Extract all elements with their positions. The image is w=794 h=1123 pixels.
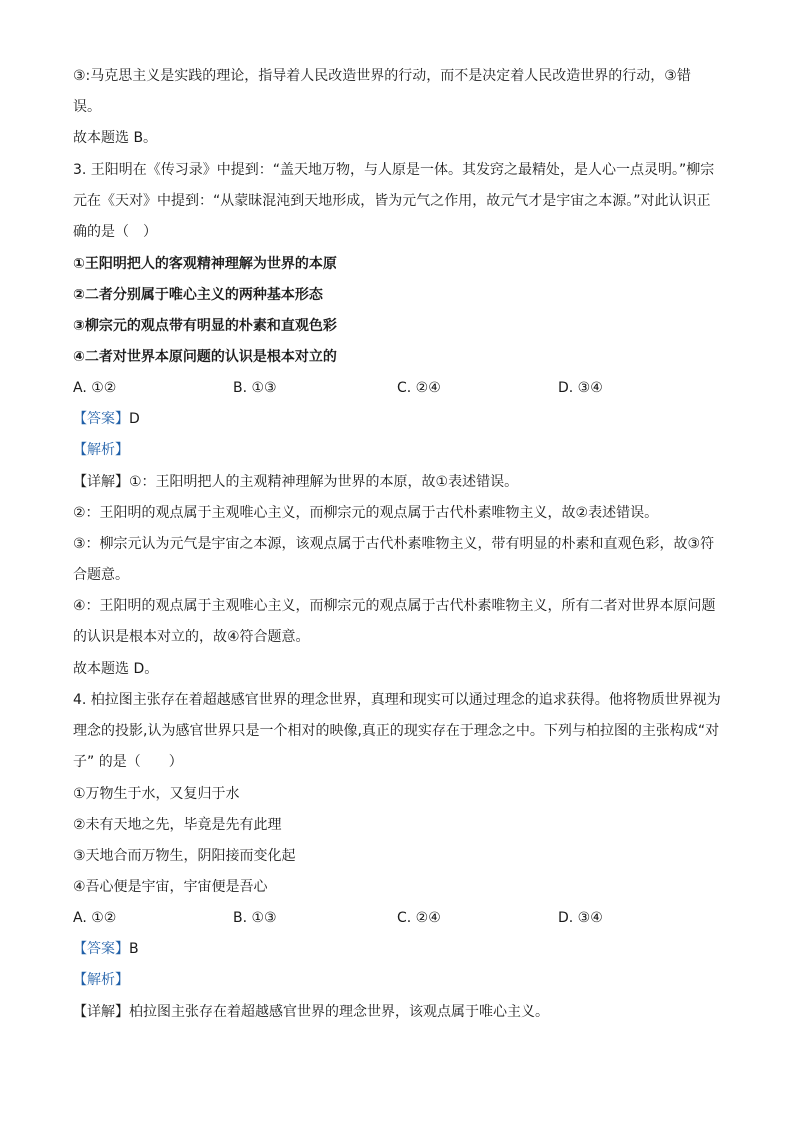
q4-statement: ④吾心便是宇宙，宇宙便是吾心 xyxy=(73,879,268,895)
q3-stem-line: 3. 王阳明在《传习录》中提到：“盖天地万物，与人原是一体。其发窍之最精处，是人心一点灵明。”柳宗 xyxy=(73,162,715,178)
answer-value: B xyxy=(129,941,139,957)
q3-option-b: B. ①③ xyxy=(233,380,277,396)
answer-tag: 【答案】 xyxy=(73,941,129,957)
q4-statement: ①万物生于水，又复归于水 xyxy=(73,786,240,802)
q4-option-c: C. ②④ xyxy=(397,910,441,926)
detail-text: ①：王阳明把人的主观精神理解为世界的本原，故①表述错误。 xyxy=(129,474,519,490)
q3-statement: ③柳宗元的观点带有明显的朴素和直观色彩 xyxy=(73,318,337,334)
q3-detail-line: ④：王阳明的观点属于主观唯心主义，而柳宗元的观点属于古代朴素唯物主义，所有二者对世界本原问题 xyxy=(73,598,716,614)
q4-analysis-heading xyxy=(73,970,733,990)
q2-analysis-line: 误。 xyxy=(73,99,101,115)
q4-stem-line: 理念的投影,认为感官世界只是一个相对的映像,真正的现实存在于理念之中。下列与柏拉图的主张构成“对 xyxy=(73,723,720,739)
q3-statement: ①王阳明把人的客观精神理解为世界的本原 xyxy=(73,256,337,272)
q4-option-d: D. ③④ xyxy=(558,910,603,926)
detail-text: 柏拉图主张存在着超越感官世界的理念世界，该观点属于唯心主义。 xyxy=(129,1004,549,1020)
analysis-tag: 【解析】 xyxy=(73,972,129,988)
q4-options-row xyxy=(73,908,733,928)
q3-detail-line xyxy=(73,472,733,492)
q3-detail-line: 的认识是根本对立的，故④符合题意。 xyxy=(73,629,310,645)
detail-tag: 【详解】 xyxy=(73,474,129,490)
q3-option-c: C. ②④ xyxy=(397,380,441,396)
q3-options-row xyxy=(73,378,733,398)
q3-answer xyxy=(73,409,733,429)
answer-tag: 【答案】 xyxy=(73,411,129,427)
q4-stem-line: 4. 柏拉图主张存在着超越感官世界的理念世界，真理和现实可以通过理念的追求获得。他将物质世界视为 xyxy=(73,692,721,708)
q4-stem-line: 子” 的是（ ） xyxy=(73,754,183,770)
q3-option-d: D. ③④ xyxy=(558,380,603,396)
q2-conclusion: 故本题选 B。 xyxy=(73,130,158,146)
q3-stem-line: 确的是（ ） xyxy=(73,224,157,240)
analysis-tag: 【解析】 xyxy=(73,442,129,458)
q4-detail-line xyxy=(73,1002,733,1022)
q3-statement: ④二者对世界本原问题的认识是根本对立的 xyxy=(73,349,337,365)
detail-tag: 【详解】 xyxy=(73,1004,129,1020)
q4-answer xyxy=(73,939,733,959)
q4-statement: ②未有天地之先，毕竟是先有此理 xyxy=(73,817,282,833)
q3-statement: ②二者分别属于唯心主义的两种基本形态 xyxy=(73,287,323,303)
answer-value: D xyxy=(129,411,140,427)
q3-detail-line: ②：王阳明的观点属于主观唯心主义，而柳宗元的观点属于古代朴素唯物主义，故②表述错误。 xyxy=(73,505,659,521)
q4-option-b: B. ①③ xyxy=(233,910,277,926)
q2-analysis-line: ③:马克思主义是实践的理论，指导着人民改造世界的行动，而不是决定着人民改造世界的行动，③错 xyxy=(73,68,691,84)
q3-detail-line: 合题意。 xyxy=(73,567,129,583)
q3-conclusion: 故本题选 D。 xyxy=(73,661,159,677)
q4-statement: ③天地合而万物生，阴阳接而变化起 xyxy=(73,848,296,864)
q3-detail-line: ③：柳宗元认为元气是宇宙之本源，该观点属于古代朴素唯物主义，带有明显的朴素和直观色彩，故③符 xyxy=(73,536,715,552)
q3-stem-line: 元在《天对》中提到：“从蒙昧混沌到天地形成，皆为元气之作用，故元气才是宇宙之本源。”对此认识正 xyxy=(73,193,711,209)
q3-analysis-heading xyxy=(73,440,733,460)
q4-option-a: A. ①② xyxy=(73,910,117,926)
q3-option-a: A. ①② xyxy=(73,380,117,396)
